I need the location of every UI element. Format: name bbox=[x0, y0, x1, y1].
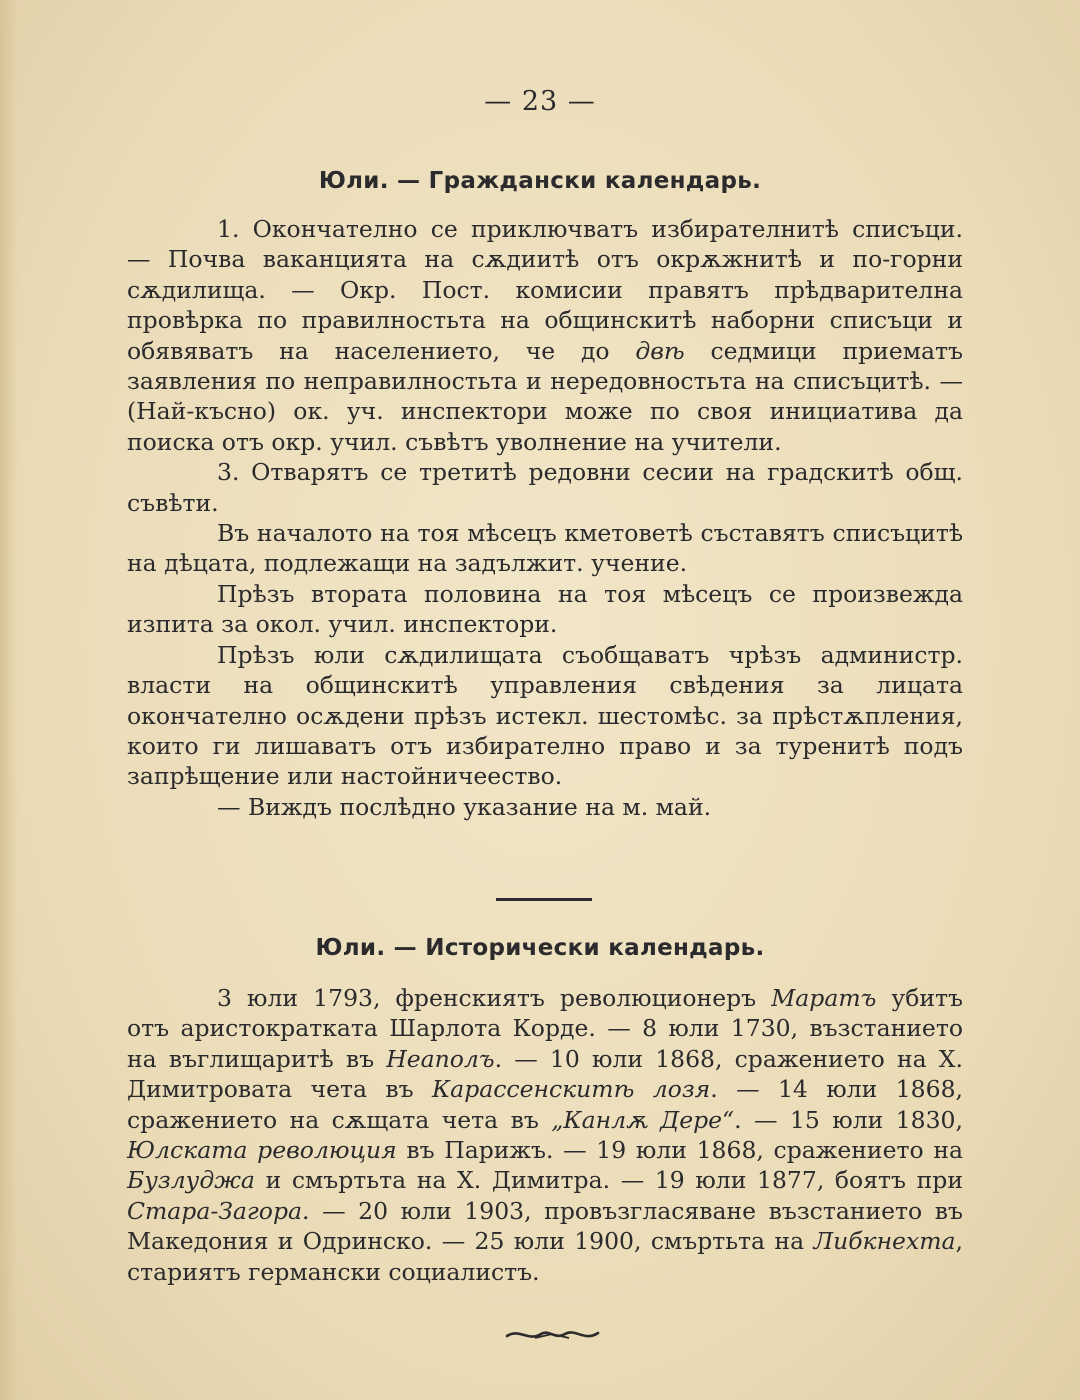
history-text-8: . — 20 юли 1903, провъзгласяване възстанието въ Македония и Одринско. — 25 юли 1900, смъртьта на bbox=[127, 1196, 963, 1256]
history-text-3: . — 10 юли 1868, сражението на Х. Димитровата чета въ bbox=[127, 1044, 964, 1104]
paragraph-3: 3. Отварятъ се третитѣ редовни сесии на градскитѣ общ. съвѣти. bbox=[127, 458, 963, 517]
paragraph-court-reports: Прѣзъ юли сѫдилищата съобщаватъ чрѣзъ администр. власти на общинскитѣ управления свѣдения за лицата окончателно осѫдени прѣзъ истекл. шестомѣс. за прѣстѫпления, които ги лишаватъ отъ избирателно право и за туренитѣ подъ запрѣщение или настойничеество. bbox=[127, 640, 963, 791]
paragraph-1 bbox=[127, 214, 963, 457]
end-ornament-icon bbox=[505, 1324, 600, 1346]
civil-calendar-heading: Юли. — Граждански календарь. bbox=[318, 168, 762, 194]
paragraph-1-rest: седмици приематъ заявления по неправилностьта и нередовностьта на списъцитѣ. — (Най-късно) ок. уч. инспектори може по своя инициатива да поиска отъ окр. учил. съвѣтъ уволнение на учители. bbox=[127, 336, 963, 456]
history-text-7: и смъртьта на Х. Димитра. — 19 юли 1877, боятъ при bbox=[265, 1166, 963, 1195]
history-place-buzludzha: Бузлуджа bbox=[127, 1166, 255, 1195]
history-july-revolution: Юлската революция bbox=[127, 1136, 397, 1165]
historical-calendar-heading: Юли. — Исторически календарь. bbox=[315, 935, 765, 961]
history-name-liebknecht: Либкнехта bbox=[813, 1227, 956, 1256]
history-place-stara-zagora: Стара-Загора bbox=[127, 1196, 302, 1225]
section-divider bbox=[496, 898, 592, 901]
civil-calendar-text bbox=[127, 214, 963, 822]
history-place-naples: Неаполъ bbox=[386, 1044, 495, 1073]
history-text-9: , стариятъ германски социалистъ. bbox=[127, 1227, 963, 1286]
paragraph-1-emphasis: двѣ bbox=[635, 336, 685, 365]
history-text-5: . — 15 юли 1830, bbox=[734, 1105, 963, 1134]
history-place-kanla-dere: „Канлѫ Дере“ bbox=[551, 1105, 735, 1134]
history-text-2: убитъ отъ аристократката Шарлота Корде. — 8 юли 1730, възстанието на въглищаритѣ въ bbox=[127, 984, 963, 1073]
historical-paragraph bbox=[127, 983, 963, 1287]
paragraph-inspector-exam: Прѣзъ втората половина на тоя мѣсецъ се произвежда изпита за окол. учил. инспектори. bbox=[127, 579, 963, 639]
history-place-karassen: Карассенскитѣ лозя bbox=[432, 1075, 711, 1104]
paragraph-children-lists: Въ началото на тоя мѣсецъ кметоветѣ съставятъ списъцитѣ на дѣцата, подлежащи на задължит. учение. bbox=[127, 519, 963, 578]
history-name-marat: Маратъ bbox=[771, 984, 877, 1012]
history-text-1: 3 юли 1793, френскиятъ революционеръ bbox=[217, 984, 757, 1012]
historical-calendar-text bbox=[127, 983, 963, 1287]
paragraph-1-text: 1. Окончателно се приключватъ избирателнитѣ списъци. — Почва ваканцията на сѫдиитѣ отъ окрѫжнитѣ и по-горни сѫдилища. — Окр. Пост. комисии правятъ прѣдварителна провѣрка по правилностьта на общинскитѣ наборни списъци и обявяватъ на населението, че до bbox=[127, 215, 963, 365]
history-text-4: . — 14 юли 1868, сражението на сѫщата чета въ bbox=[127, 1075, 963, 1134]
history-text-6: въ Парижъ. — 19 юли 1868, сражението на bbox=[406, 1136, 963, 1165]
page-number: — 23 — bbox=[484, 86, 596, 117]
page-edge-shadow bbox=[0, 0, 18, 1400]
paragraph-see-may: — Виждъ послѣдно указание на м. май. bbox=[217, 792, 712, 821]
